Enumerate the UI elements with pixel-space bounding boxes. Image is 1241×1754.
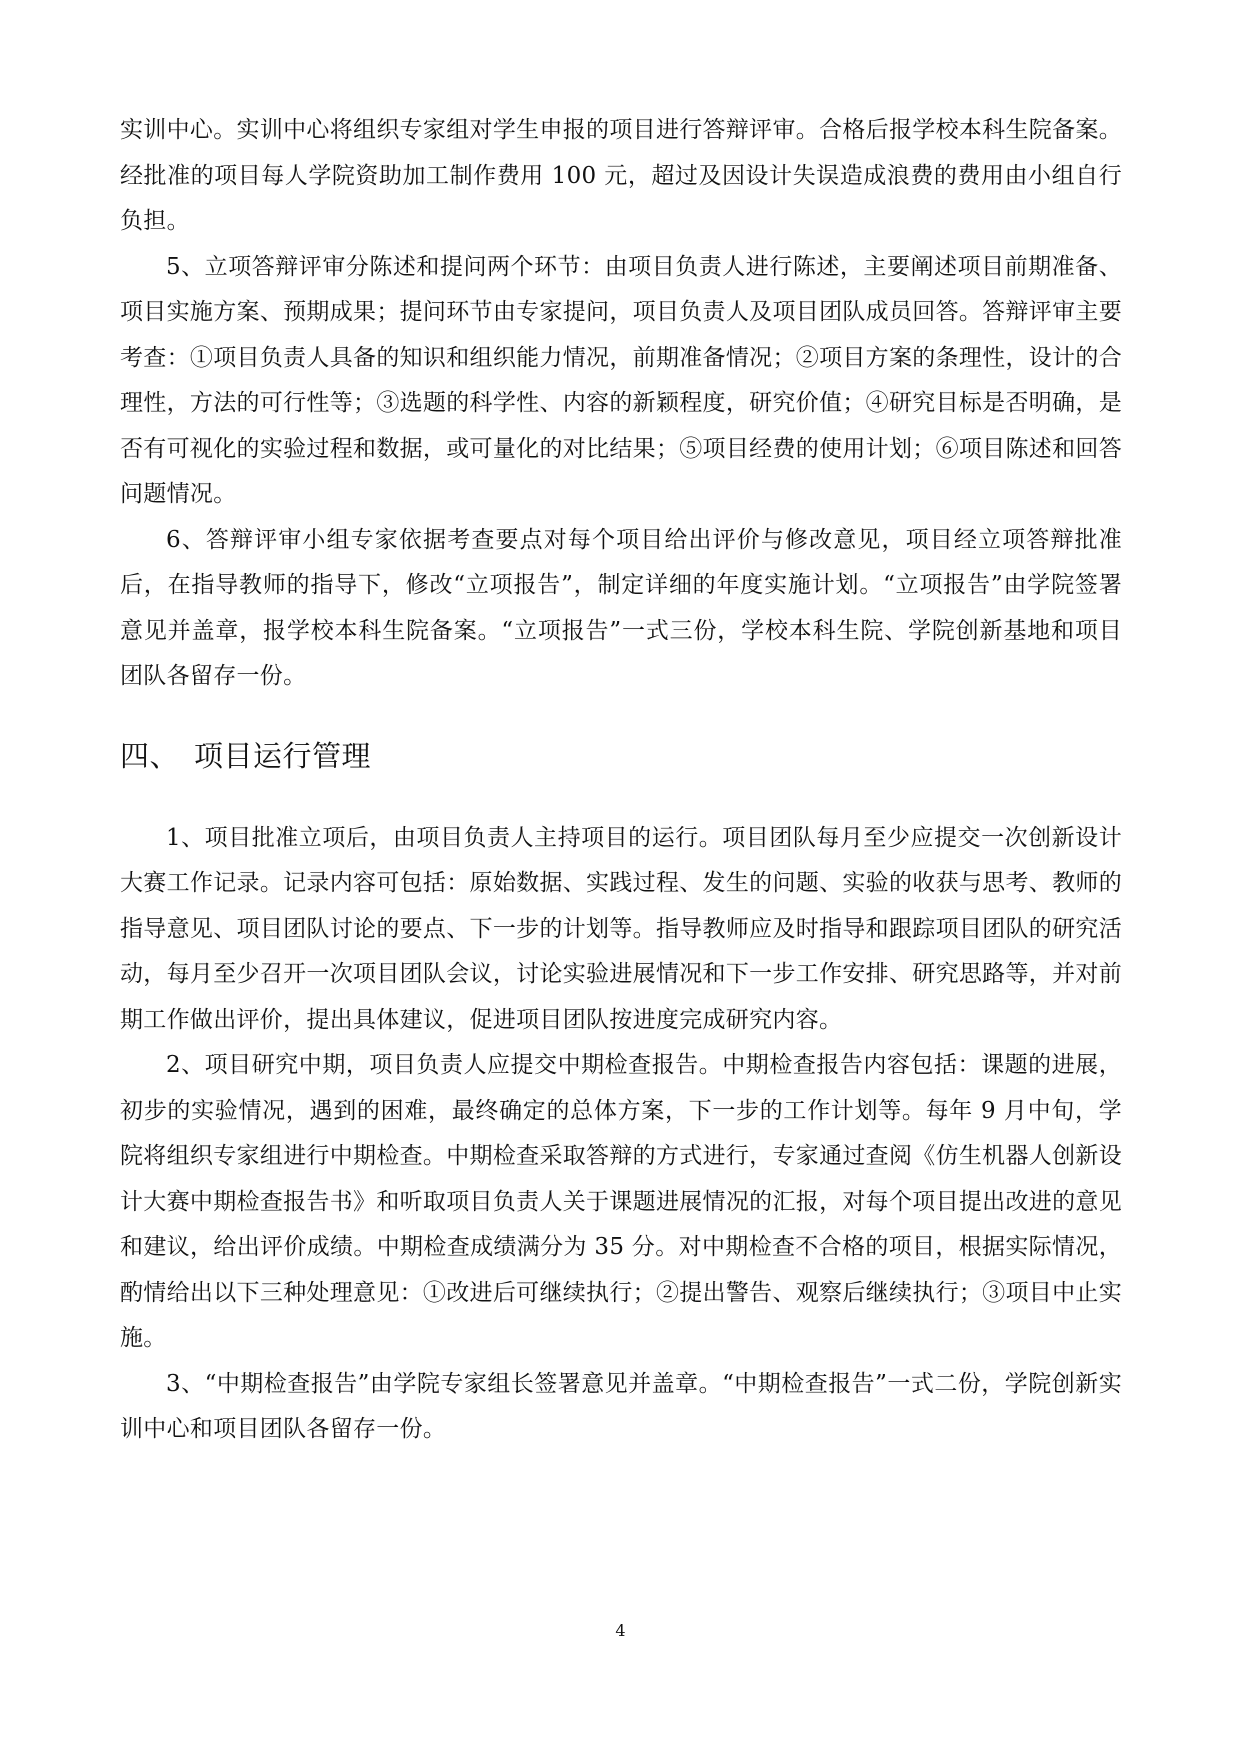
paragraph-section4-item-2: 2、项目研究中期，项目负责人应提交中期检查报告。中期检查报告内容包括：课题的进展，初步的实验情况，遇到的困难，最终确定的总体方案，下一步的工作计划等。每年 9 月中旬，学院将组织专家组进行中期检查。中期检查采取答辩的方式进行，专家通过查阅《仿生机器人创新设计大赛中期检查报告书》和听取项目负责人关于课题进展情况的汇报，对每个项目提出改进的意见和建议，给出评价成绩。中期检查成绩满分为 35 分。对中期检查不合格的项目，根据实际情况，酌情给出以下三种处理意见：①改进后可继续执行；②提出警告、观察后继续执行；③项目中止实施。 <box>120 1052 1122 1351</box>
section-number: 四、 <box>120 738 180 773</box>
page-content <box>120 108 1122 1453</box>
page-number: 4 <box>615 1621 626 1640</box>
paragraph-item-5: 5、立项答辩评审分陈述和提问两个环节：由项目负责人进行陈述，主要阐述项目前期准备、项目实施方案、预期成果；提问环节由专家提问，项目负责人及项目团队成员回答。答辩评审主要考查：①项目负责人具备的知识和组织能力情况，前期准备情况；②项目方案的条理性，设计的合理性，方法的可行性等；③选题的科学性、内容的新颖程度，研究价值；④研究目标是否明确，是否有可视化的实验过程和数据，或可量化的对比结果；⑤项目经费的使用计划；⑥项目陈述和回答问题情况。 <box>120 253 1122 507</box>
section-title: 项目运行管理 <box>194 738 372 773</box>
paragraph-item-6: 6、答辩评审小组专家依据考查要点对每个项目给出评价与修改意见，项目经立项答辩批准后，在指导教师的指导下，修改“立项报告”，制定详细的年度实施计划。“立项报告”由学院签署意见并盖章，报学校本科生院备案。“立项报告”一式三份，学校本科生院、学院创新基地和项目团队各留存一份。 <box>120 526 1122 689</box>
paragraph-section4-item-1: 1、项目批准立项后，由项目负责人主持项目的运行。项目团队每月至少应提交一次创新设计大赛工作记录。记录内容可包括：原始数据、实践过程、发生的问题、实验的收获与思考、教师的指导意见、项目团队讨论的要点、下一步的计划等。指导教师应及时指导和跟踪项目团队的研究活动，每月至少召开一次项目团队会议，讨论实验进展情况和下一步工作安排、研究思路等，并对前期工作做出评价，提出具体建议，促进项目团队按进度完成研究内容。 <box>120 824 1122 1033</box>
paragraph-intro: 实训中心。实训中心将组织专家组对学生申报的项目进行答辩评审。合格后报学校本科生院备案。经批准的项目每人学院资助加工制作费用 100 元，超过及因设计失误造成浪费的费用由小组自行负担。 <box>120 117 1122 234</box>
section-heading <box>120 736 1122 776</box>
paragraph-section4-item-3: 3、“中期检查报告”由学院专家组长签署意见并盖章。“中期检查报告”一式二份，学院创新实训中心和项目团队各留存一份。 <box>120 1370 1122 1442</box>
